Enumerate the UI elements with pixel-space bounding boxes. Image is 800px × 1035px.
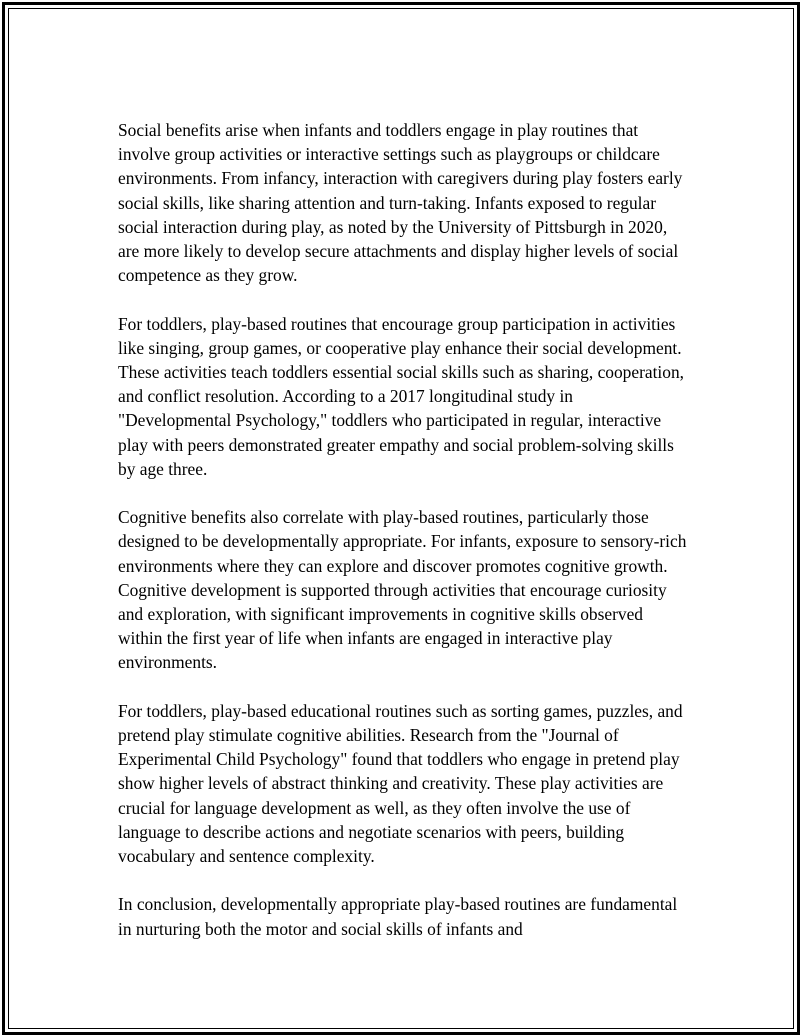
paragraph-cognitive-toddlers: For toddlers, play-based educational routines such as sorting games, puzzles, and pretend play stimulate cognitive abilities. Research from the "Journal of Experimental Child Psychology" found that toddlers who engage in pretend play show higher levels of abstract thinking and creativity. These play activities are crucial for language development as well, as they often involve the use of language to describe actions and negotiate scenarios with peers, building vocabulary and sentence complexity. xyxy=(118,700,683,867)
paragraph-conclusion: In conclusion, developmentally appropriate play-based routines are fundamental in nurturing both the motor and social skills of infants and xyxy=(118,894,678,939)
document-body xyxy=(118,118,690,965)
paragraph-cognitive-infants: Cognitive benefits also correlate with play-based routines, particularly those designed to be developmentally appropriate. For infants, exposure to sensory-rich environments where they can explore and discover promotes cognitive growth. Cognitive development is supported through activities that encourage curiosity and exploration, with significant improvements in cognitive skills observed within the first year of life when infants are engaged in interactive play environments. xyxy=(118,507,687,673)
paragraph-social-toddlers: For toddlers, play-based routines that encourage group participation in activities like singing, group games, or cooperative play enhance their social development. These activities teach toddlers essential social skills such as sharing, cooperation, and conflict resolution. According to a 2017 longitudinal study in "Developmental Psychology," toddlers who participated in regular, interactive play with peers demonstrated greater empathy and social problem-solving skills by age three. xyxy=(118,313,685,479)
paragraph-social-infants: Social benefits arise when infants and toddlers engage in play routines that involve group activities or interactive settings such as playgroups or childcare environments. From infancy, interaction with caregivers during play fosters early social skills, like sharing attention and turn-taking. Infants exposed to regular social interaction during play, as noted by the University of Pittsburgh in 2020, are more likely to develop secure attachments and display higher levels of social competence as they grow. xyxy=(118,120,683,286)
